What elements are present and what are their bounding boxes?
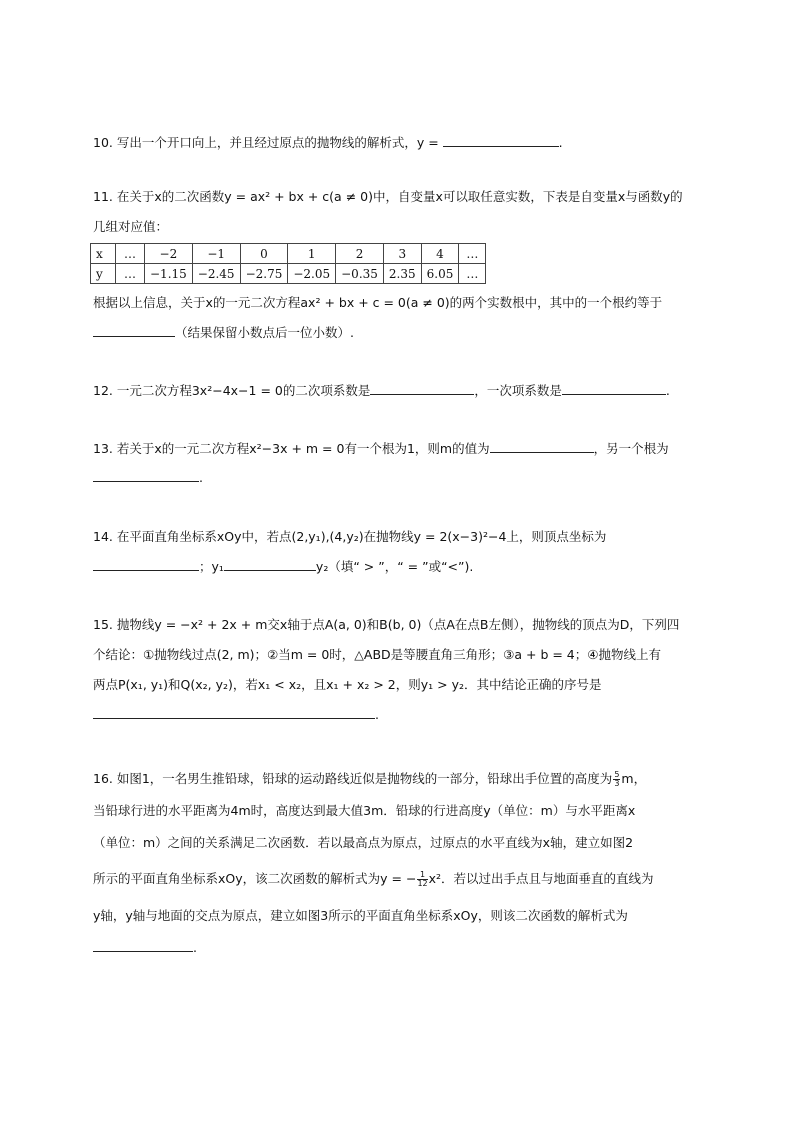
fraction-numerator: 1 — [417, 871, 427, 880]
answer-blank[interactable] — [93, 556, 199, 571]
table-cell: 3 — [383, 244, 421, 264]
table-header-y: y — [91, 264, 116, 284]
table-cell: 6.05 — [421, 264, 459, 284]
answer-blank[interactable] — [490, 438, 594, 453]
question-15-line-2 — [93, 645, 661, 665]
question-15-line-1 — [93, 615, 679, 635]
fraction — [417, 871, 427, 888]
table-cell: 1 — [288, 244, 336, 264]
answer-blank[interactable] — [370, 380, 474, 395]
question-13-text: ，另一个根为 — [593, 441, 669, 456]
table-cell: … — [459, 264, 486, 284]
table-cell: 4 — [421, 244, 459, 264]
question-11-line-1 — [93, 187, 683, 207]
question-13-text: 13. 若关于x的一元二次方程x²−3x + m = 0有一个根为1，则m的值为 — [93, 441, 490, 456]
period: . — [558, 135, 563, 150]
table-row-x — [91, 244, 486, 264]
table-cell: −2.05 — [288, 264, 336, 284]
question-10 — [93, 132, 563, 153]
question-16-line-5 — [93, 906, 628, 926]
question-11-line-4 — [93, 322, 354, 343]
answer-blank[interactable] — [93, 467, 199, 482]
question-16-text: 16. 如图1，一名男生推铅球，铅球的运动路线近似是抛物线的一部分，铅球出手位置的高度为 — [93, 771, 613, 786]
question-15-text: 15. 抛物线y = −x² + 2x + m交x轴于点A(a, 0)和B(b, 0)（点A在点B左侧），抛物线的顶点为D，下列四 — [93, 617, 680, 632]
fraction-numerator: 5 — [614, 770, 620, 779]
question-16-line-2 — [93, 801, 635, 821]
question-16-line-3 — [93, 833, 633, 853]
question-12 — [93, 380, 670, 401]
question-11-text: 几组对应值： — [93, 219, 169, 234]
table-cell: −1 — [192, 244, 240, 264]
question-12-text: ，一次项系数是 — [474, 383, 562, 398]
question-11-line-2 — [93, 217, 168, 237]
question-16-line-1 — [93, 769, 646, 789]
question-11-text: （结果保留小数点后一位小数）. — [175, 325, 354, 340]
table-cell: 0 — [240, 244, 288, 264]
table-cell: −2.45 — [192, 264, 240, 284]
question-14-text: 14. 在平面直角坐标系xOy中，若点(2,y₁),(4,y₂)在抛物线y = 2(x−3)²−4上，则顶点坐标为 — [93, 529, 607, 544]
question-15-text: 两点P(x₁, y₁)和Q(x₂, y₂)，若x₁ < x₂，且x₁ + x₂ > 2，则y₁ > y₂．其中结论正确的序号是 — [93, 677, 602, 692]
question-16-text: （单位：m）之间的关系满足二次函数．若以最高点为原点，过原点的水平直线为x轴，建立如图2 — [93, 835, 634, 850]
table-cell: −2.75 — [240, 264, 288, 284]
period: . — [665, 383, 670, 398]
period: . — [193, 940, 197, 955]
answer-blank[interactable] — [93, 704, 375, 719]
period: . — [199, 470, 203, 485]
value-table — [90, 243, 486, 284]
question-16-text: y轴，y轴与地面的交点为原点，建立如图3所示的平面直角坐标系xOy，则该二次函数的解析式为 — [93, 908, 628, 923]
table-cell: … — [116, 244, 145, 264]
answer-blank[interactable] — [224, 556, 316, 571]
question-16-line-4 — [93, 869, 654, 889]
question-13-line-2 — [93, 467, 203, 488]
question-11-text: 11. 在关于x的二次函数y = ax² + bx + c(a ≠ 0)中，自变量x可以取任意实数，下表是自变量x与函数y的 — [93, 189, 683, 204]
table-cell: 2.35 — [383, 264, 421, 284]
question-16-line-6 — [93, 937, 197, 958]
question-16-text: m， — [621, 771, 647, 786]
period: . — [375, 707, 379, 722]
table-cell: … — [116, 264, 145, 284]
table-cell: −2 — [145, 244, 193, 264]
question-13-line-1 — [93, 438, 669, 459]
question-10-text: 10. 写出一个开口向上，并且经过原点的抛物线的解析式，y = — [93, 135, 443, 150]
answer-blank[interactable] — [443, 132, 559, 147]
question-15-line-4 — [93, 704, 379, 725]
question-14-line-2 — [93, 556, 473, 577]
table-cell: 2 — [336, 244, 384, 264]
question-16-text: x²．若以过出手点且与地面垂直的直线为 — [428, 871, 654, 886]
table-cell: −0.35 — [336, 264, 384, 284]
question-16-text: 当铅球行进的水平距离为4m时，高度达到最大值3m．铅球的行进高度y（单位：m）与水平距离x — [93, 803, 636, 818]
question-11-line-3 — [93, 293, 662, 313]
fraction-denominator: 12 — [417, 879, 428, 888]
fraction — [613, 771, 620, 788]
question-16-text: 所示的平面直角坐标系xOy，该二次函数的解析式为y = − — [93, 871, 417, 886]
question-14-line-1 — [93, 527, 606, 547]
table-cell: −1.15 — [145, 264, 193, 284]
question-14-text: y₂（填“ > ”，“ = ”或“<”). — [315, 559, 474, 574]
question-11-text: 根据以上信息，关于x的一元二次方程ax² + bx + c = 0(a ≠ 0)的两个实数根中，其中的一个根约等于 — [93, 295, 663, 310]
question-12-text: 12. 一元二次方程3x²−4x−1 = 0的二次项系数是 — [93, 383, 371, 398]
answer-blank[interactable] — [93, 322, 175, 337]
table-cell: … — [459, 244, 486, 264]
question-15-text: 个结论：①抛物线过点(2, m)；②当m = 0时，△ABD是等腰直角三角形；③a + b = 4；④抛物线上有 — [93, 647, 661, 662]
table-header-x: x — [91, 244, 116, 264]
answer-blank[interactable] — [562, 380, 666, 395]
fraction-denominator: 3 — [614, 779, 620, 788]
question-14-text: ；y₁ — [199, 559, 224, 574]
answer-blank[interactable] — [93, 937, 193, 952]
table-row-y — [91, 264, 486, 284]
question-15-line-3 — [93, 675, 602, 695]
